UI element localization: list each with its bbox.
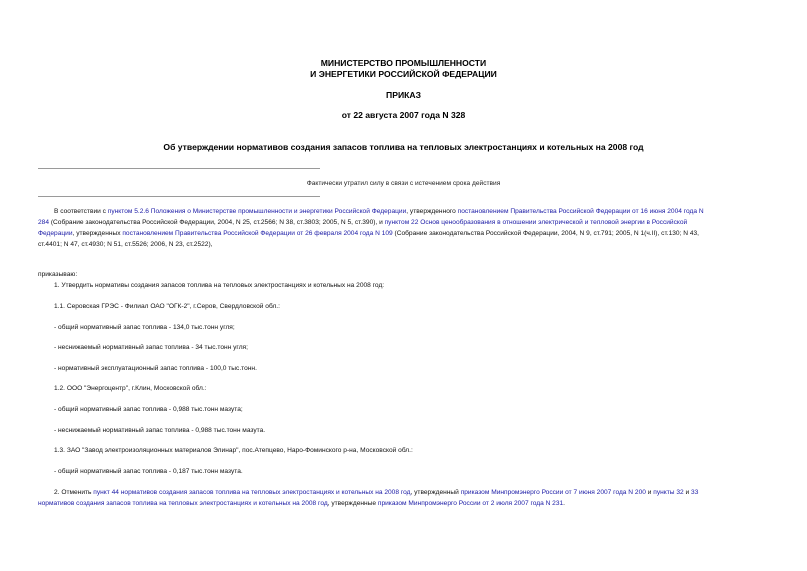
link-order-200[interactable]: приказом Минпромэнерго России от 7 июня 2007 года N 200 (460, 489, 646, 496)
item-2-line-1 (54, 489, 698, 497)
item-2-text: 2. Отменить (54, 489, 94, 496)
item-1-1-operational: - нормативный эксплуатационный запас топлива - 100,0 тыс.тонн. (54, 365, 257, 372)
item-1-1: 1.1. Серовская ГРЭС - Филиал ОАО "ОГК-2", г.Серов, Свердловской обл.: (54, 303, 280, 310)
status-note: Фактически утратил силу в связи с истечением срока действия (306, 180, 501, 187)
item-1-3: 1.3. ЗАО "Завод электроизоляционных материалов Элинар", пос.Атепцево, Наро-Фоминского р-на, Московской обл.: (54, 447, 413, 454)
ministry-line-2: И ЭНЕРГЕТИКИ РОССИЙСКОЙ ФЕДЕРАЦИИ (310, 69, 497, 79)
item-1-2: 1.2. ООО "Энергоцентр", г.Клин, Московской обл.: (54, 385, 207, 392)
link-point-44[interactable]: пункт 44 нормативов создания запасов топлива на тепловых электростанциях и котельных на 2008 год (93, 489, 411, 496)
item-1-1-total: - общий нормативный запас топлива - 134,0 тыс.тонн угля; (54, 324, 235, 331)
item-2-text: и (683, 489, 692, 496)
preamble-text: В соответствии с (54, 208, 108, 215)
preamble-line-3 (38, 230, 699, 238)
preamble-line-4: ст.4401; N 47, ст.4930; N 51, ст.5526; 2006, N 23, ст.2522), (38, 241, 213, 248)
item-1-3-total: - общий нормативный запас топлива - 0,187 тыс.тонн мазута. (54, 468, 243, 475)
preamble-text: , утвержденных (72, 230, 123, 237)
item-1-2-total: - общий нормативный запас топлива - 0,988 тыс.тонн мазута; (54, 406, 243, 413)
divider-bottom (38, 196, 320, 197)
item-2-text: , утвержденный (410, 489, 461, 496)
preamble-text: (Собрание законодательства Российской Федерации, 2004, N 25, ст.2566; N 38, ст.3803; 2005, N 5, ст.390), и (49, 219, 385, 226)
item-2-text: и (645, 489, 654, 496)
item-2-line-2 (38, 500, 565, 508)
preamble-line-2 (38, 219, 687, 227)
link-point-33[interactable]: 33 (691, 489, 699, 496)
link-resolution-number-284[interactable]: 284 (38, 219, 50, 226)
item-1-2-minimum: - неснижаемый нормативный запас топлива - 0,988 тыс.тонн мазута. (54, 427, 266, 434)
preamble-line-1 (54, 208, 704, 216)
preamble-text: (Собрание законодательства Российской Федерации, 2004, N 9, ст.791; 2005, N 1(ч.II), ст.130; N 43, (392, 230, 699, 237)
link-government-resolution-284[interactable]: постановлением Правительства Российской Федерации от 16 июня 2004 года N (457, 208, 704, 215)
doc-title: Об утверждении нормативов создания запасов топлива на тепловых электростанциях и котельных на 2008 год (163, 142, 644, 152)
link-points-32[interactable]: пункты 32 (653, 489, 684, 496)
link-federation[interactable]: Федерации (38, 230, 73, 237)
doc-date-number: от 22 августа 2007 года N 328 (341, 110, 466, 120)
link-order-231[interactable]: приказом Минпромэнерго России от 2 июля 2007 года N 231 (377, 500, 564, 507)
link-government-resolution-109[interactable]: постановлением Правительства Российской Федерации от 26 февраля 2004 года N 109 (122, 230, 393, 237)
item-2-text: . (563, 500, 566, 507)
link-norms-2008[interactable]: нормативов создания запасов топлива на тепловых электростанциях и котельных на 2008 год (38, 500, 328, 507)
doc-type: ПРИКАЗ (386, 90, 421, 100)
ministry-line-1: МИНИСТЕРСТВО ПРОМЫШЛЕННОСТИ (320, 58, 487, 68)
link-pricing-basics-point-22[interactable]: пунктом 22 Основ ценообразования в отношении электрической и тепловой энергии в Российской (384, 219, 688, 226)
divider-top (38, 168, 320, 169)
item-1: 1. Утвердить нормативы создания запасов топлива на тепловых электростанциях и котельных на 2008 год: (54, 282, 385, 289)
link-regulation-5-2-6[interactable]: пунктом 5.2.6 Положения о Министерстве промышленности и энергетики Российской Федерации (107, 208, 407, 215)
preamble-text: , утвержденного (406, 208, 458, 215)
item-2-text: , утвержденные (327, 500, 378, 507)
item-1-1-minimum: - неснижаемый нормативный запас топлива - 34 тыс.тонн угля; (54, 344, 248, 351)
prikazyvayu: приказываю: (38, 271, 78, 278)
